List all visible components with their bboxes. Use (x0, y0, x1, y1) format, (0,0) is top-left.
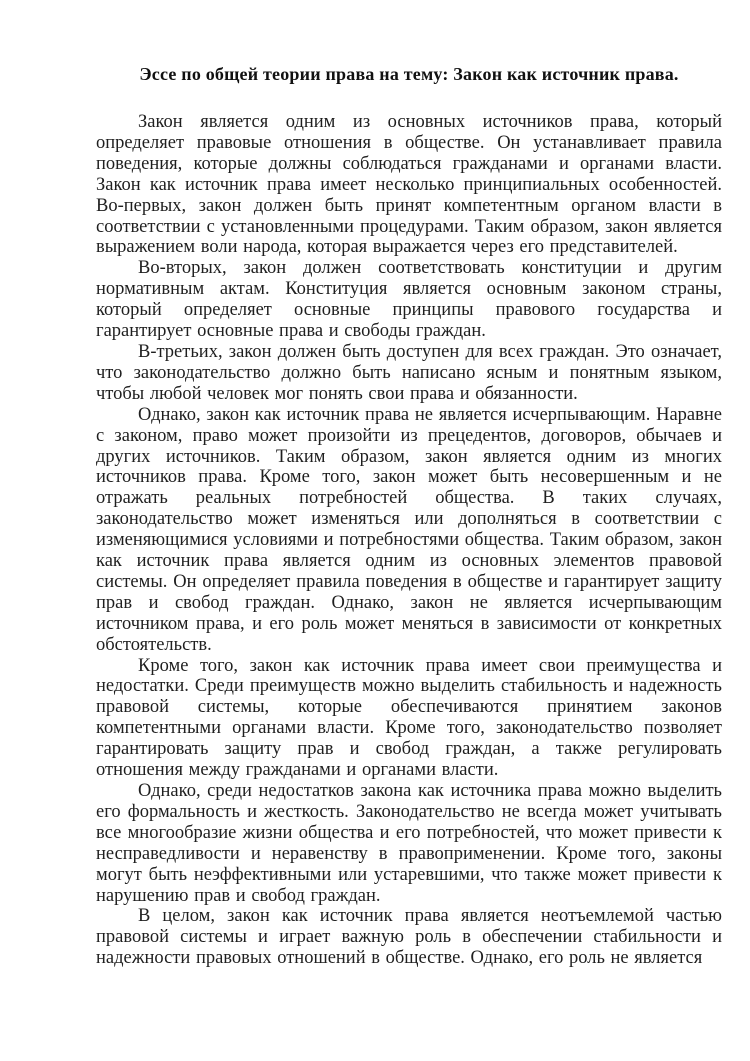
paragraph: Во-вторых, закон должен соответствовать конституции и другим нормативным актам. Конституция является основным законом страны, который определяет основные принципы правового государства и гарантирует основные права и свободы граждан. (96, 258, 722, 342)
essay-title: Эссе по общей теории права на тему: Закон как источник права. (139, 64, 679, 84)
paragraph: Однако, закон как источник права не является исчерпывающим. Наравне с законом, право может произойти из прецедентов, договоров, обычаев и других источников. Таким образом, закон является одним из многих источников права. Кроме того, закон может быть несовершенным и не отражать реальных потребностей общества. В таких случаях, законодательство может изменяться или дополняться в соответствии с изменяющимися условиями и потребностями общества. Таким образом, закон как источник права является одним из основных элементов правовой системы. Он определяет правила поведения в обществе и гарантирует защиту прав и свобод граждан. Однако, закон не является исчерпывающим источником права, и его роль может меняться в зависимости от конкретных обстоятельств. (96, 404, 722, 655)
paragraph: Закон является одним из основных источников права, который определяет правовые отношения в обществе. Он устанавливает правила поведения, которые должны соблюдаться гражданами и органами власти. Закон как источник права имеет несколько принципиальных особенностей. Во-первых, закон должен быть принят компетентным органом власти в соответствии с установленными процедурами. Таким образом, закон является выражением воли народа, которая выражается через его представителей. (96, 112, 722, 258)
paragraph: Однако, среди недостатков закона как источника права можно выделить его формальность и жесткость. Законодательство не всегда может учитывать все многообразие жизни общества и его потребностей, что может привести к несправедливости и неравенству в правоприменении. Кроме того, законы могут быть неэффективными или устаревшими, что также может привести к нарушению прав и свобод граждан. (96, 781, 722, 906)
paragraph: В целом, закон как источник права является неотъемлемой частью правовой системы и играет важную роль в обеспечении стабильности и надежности правовых отношений в обществе. Однако, его роль не является (96, 906, 722, 969)
paragraph: В-третьих, закон должен быть доступен для всех граждан. Это означает, что законодательство должно быть написано ясным и понятным языком, чтобы любой человек мог понять свои права и обязанности. (96, 341, 722, 404)
essay-body (96, 112, 722, 969)
paragraph: Кроме того, закон как источник права имеет свои преимущества и недостатки. Среди преимуществ можно выделить стабильность и надежность правовой системы, которые обеспечиваются принятием законов компетентными органами власти. Кроме того, законодательство позволяет гарантировать защиту прав и свобод граждан, а также регулировать отношения между гражданами и органами власти. (96, 655, 722, 781)
